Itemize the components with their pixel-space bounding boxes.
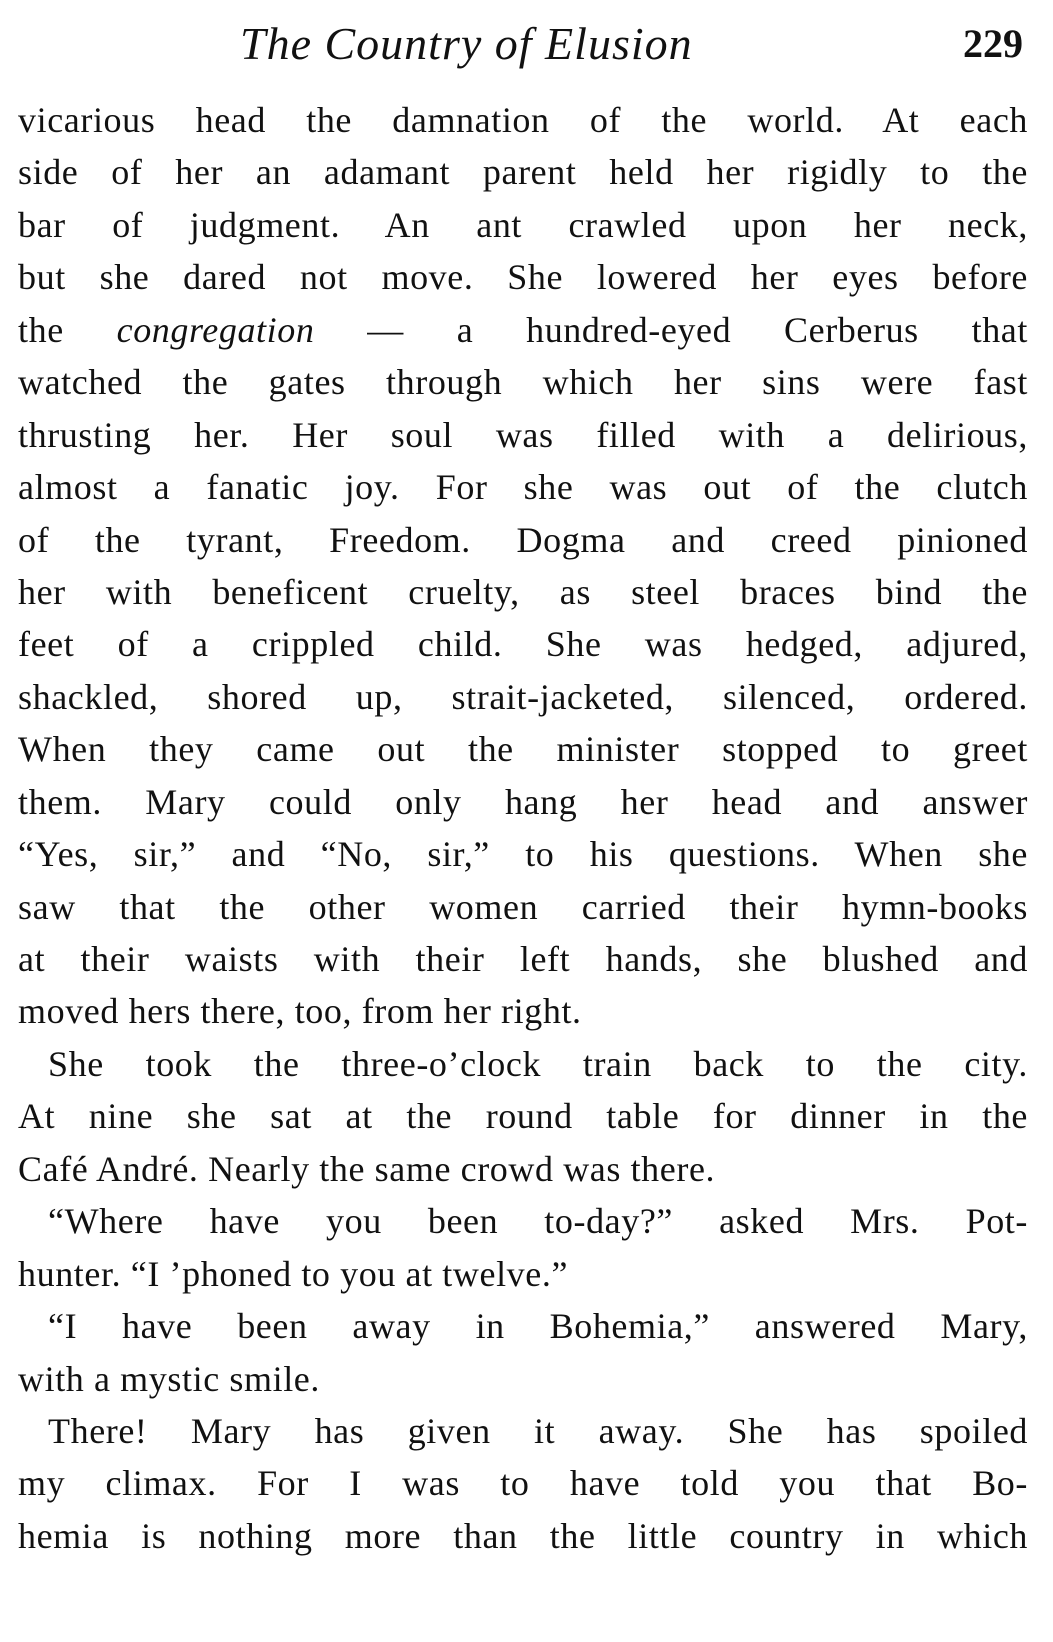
text-line: them. Mary could only hang her head and answer	[18, 781, 1028, 822]
line-rest: — a hundred-eyed Cerberus that	[314, 309, 1028, 350]
text-line: “Where have you been to-day?” asked Mrs. Pot-	[48, 1201, 1028, 1242]
text-line: She took the three-o’clock train back to the city.	[48, 1043, 1028, 1084]
line-start: the	[18, 309, 117, 350]
text-line: watched the gates through which her sins were fast	[18, 362, 1028, 403]
text-line: but she dared not move. She lowered her eyes before	[18, 257, 1028, 298]
text-line: “I have been away in Bohemia,” answered Mary,	[48, 1306, 1028, 1347]
body-text	[18, 94, 1028, 1562]
text-line: When they came out the minister stopped to greet	[18, 729, 1028, 770]
text-line: hemia is nothing more than the little country in which	[18, 1515, 1028, 1556]
running-head	[0, 14, 1053, 74]
running-title: The Country of Elusion	[240, 18, 693, 69]
text-line: “Yes, sir,” and “No, sir,” to his questions. When she	[18, 834, 1028, 875]
text-line: her with beneficent cruelty, as steel braces bind the	[18, 571, 1028, 612]
text-line: There! Mary has given it away. She has spoiled	[48, 1410, 1028, 1451]
text-line: side of her an adamant parent held her rigidly to the	[18, 152, 1028, 193]
text-line: saw that the other women carried their hymn-books	[18, 886, 1028, 927]
text-line: almost a fanatic joy. For she was out of the clutch	[18, 467, 1028, 508]
page-number: 229	[963, 21, 1023, 66]
text-line: shackled, shored up, strait-jacketed, silenced, ordered.	[18, 676, 1028, 717]
text-line: hunter. “I ’phoned to you at twelve.”	[18, 1253, 569, 1294]
text-line: bar of judgment. An ant crawled upon her neck,	[18, 204, 1028, 245]
text-line: at their waists with their left hands, she blushed and	[18, 939, 1028, 979]
text-line: thrusting her. Her soul was filled with a delirious,	[18, 414, 1028, 455]
text-line: moved hers there, too, from her right.	[18, 991, 582, 1032]
text-line: feet of a crippled child. She was hedged, adjured,	[18, 624, 1028, 665]
text-line: my climax. For I was to have told you that Bo-	[18, 1463, 1028, 1504]
italic-word: congregation	[116, 309, 315, 350]
text-line	[18, 304, 1028, 356]
text-line: with a mystic smile.	[18, 1358, 320, 1399]
text-line: of the tyrant, Freedom. Dogma and creed pinioned	[18, 519, 1028, 560]
text-line: At nine she sat at the round table for dinner in the	[18, 1096, 1028, 1137]
text-line: vicarious head the damnation of the world. At each	[18, 100, 1028, 140]
text-line: Café André. Nearly the same crowd was there.	[18, 1148, 716, 1189]
